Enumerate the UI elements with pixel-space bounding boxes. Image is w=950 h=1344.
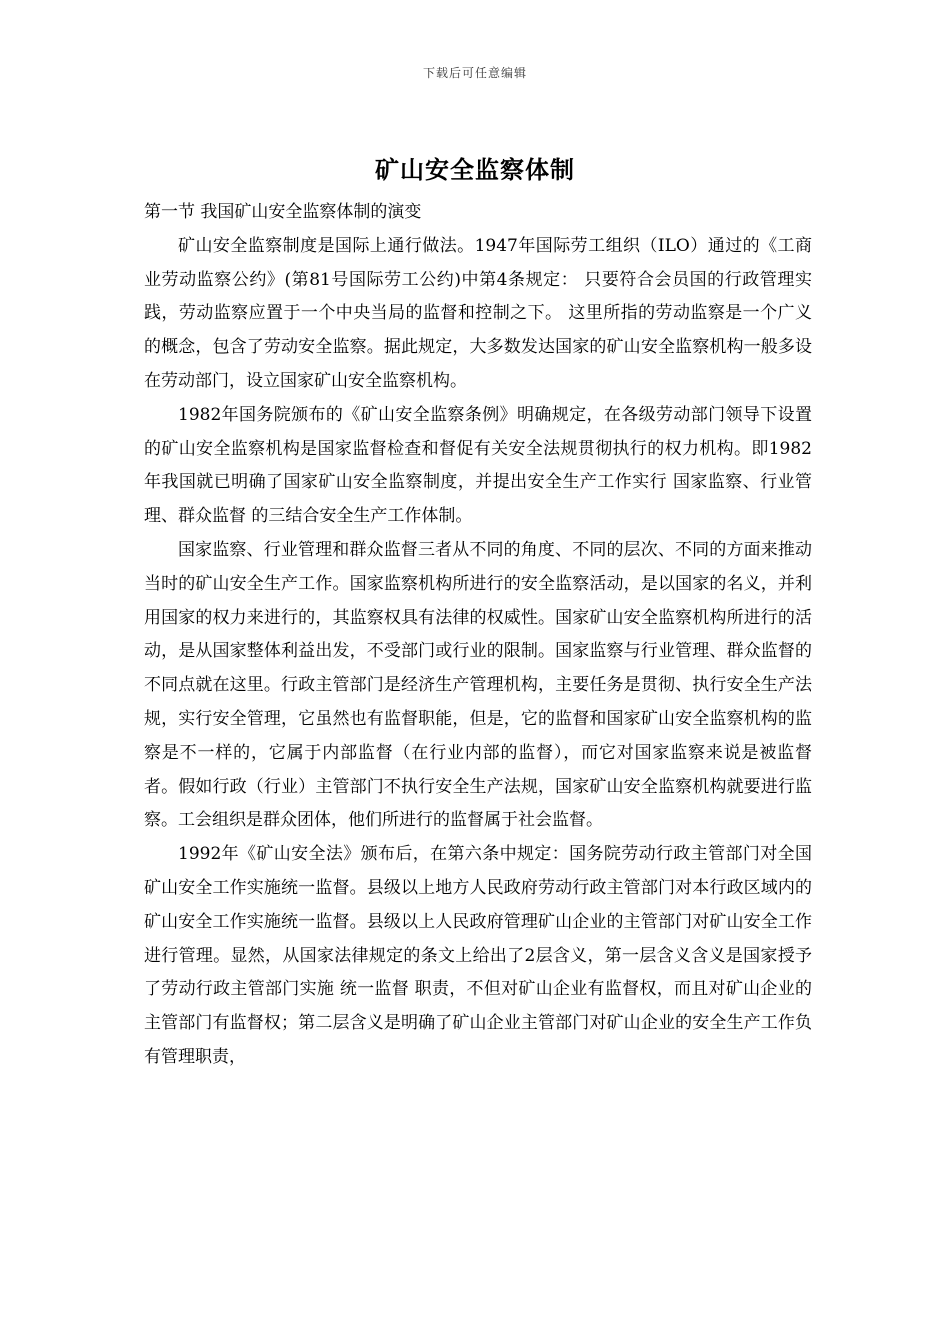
paragraph: 矿山安全监察制度是国际上通行做法。1947年国际劳工组织（ILO）通过的《工商业劳动监察公约》(第81号国际劳工公约)中第4条规定： 只要符合会员国的行政管理实践，劳动监察应置于一个中央当局的监督和控制之下。 这里所指的劳动监察是一个广义的概念，包含了劳动安全监察。据此规定，大多数发达国家的矿山安全监察机构一般多设在劳动部门，设立国家矿山安全监察机构。 bbox=[144, 235, 812, 391]
paragraph: 1982年国务院颁布的《矿山安全监察条例》明确规定，在各级劳动部门领导下设置的矿山安全监察机构是国家监督检查和督促有关安全法规贯彻执行的权力机构。即1982年我国就已明确了国家矿山安全监察制度，并提出安全生产工作实行 国家监察、行业管理、群众监督 的三结合安全生产工作体制。 bbox=[144, 404, 812, 527]
document-body bbox=[144, 196, 812, 1075]
document-title: 矿山安全监察体制 bbox=[375, 155, 575, 184]
page-header-note: 下载后可任意编辑 bbox=[422, 66, 527, 80]
paragraph: 国家监察、行业管理和群众监督三者从不同的角度、不同的层次、不同的方面来推动当时的矿山安全生产工作。国家监察机构所进行的安全监察活动，是以国家的名义，并利用国家的权力来进行的，其监察权具有法律的权威性。国家矿山安全监察机构所进行的活动，是从国家整体利益出发，不受部门或行业的限制。国家监察与行业管理、群众监督的不同点就在这里。行政主管部门是经济生产管理机构，主要任务是贯彻、执行安全生产法规，实行安全管理，它虽然也有监督职能，但是，它的监督和国家矿山安全监察机构的监察是不一样的，它属于内部监督（在行业内部的监督），而它对国家监察来说是被监督者。假如行政（行业）主管部门不执行安全生产法规，国家矿山安全监察机构就要进行监察。工会组织是群众团体，他们所进行的监督属于社会监督。 bbox=[144, 539, 812, 831]
section-heading: 第一节 我国矿山安全监察体制的演变 bbox=[144, 202, 422, 222]
paragraph: 1992年《矿山安全法》颁布后，在第六条中规定：国务院劳动行政主管部门对全国矿山安全工作实施统一监督。县级以上地方人民政府劳动行政主管部门对本行政区域内的矿山安全工作实施统一监督。县级以上人民政府管理矿山企业的主管部门对矿山安全工作进行管理。显然，从国家法律规定的条文上给出了2层含义，第一层含义含义是国家授予了劳动行政主管部门实施 统一监督 职责，不但对矿山企业有监督权，而且对矿山企业的主管部门有监督权；第二层含义是明确了矿山企业主管部门对矿山企业的安全生产工作负有管理职责， bbox=[144, 844, 812, 1067]
